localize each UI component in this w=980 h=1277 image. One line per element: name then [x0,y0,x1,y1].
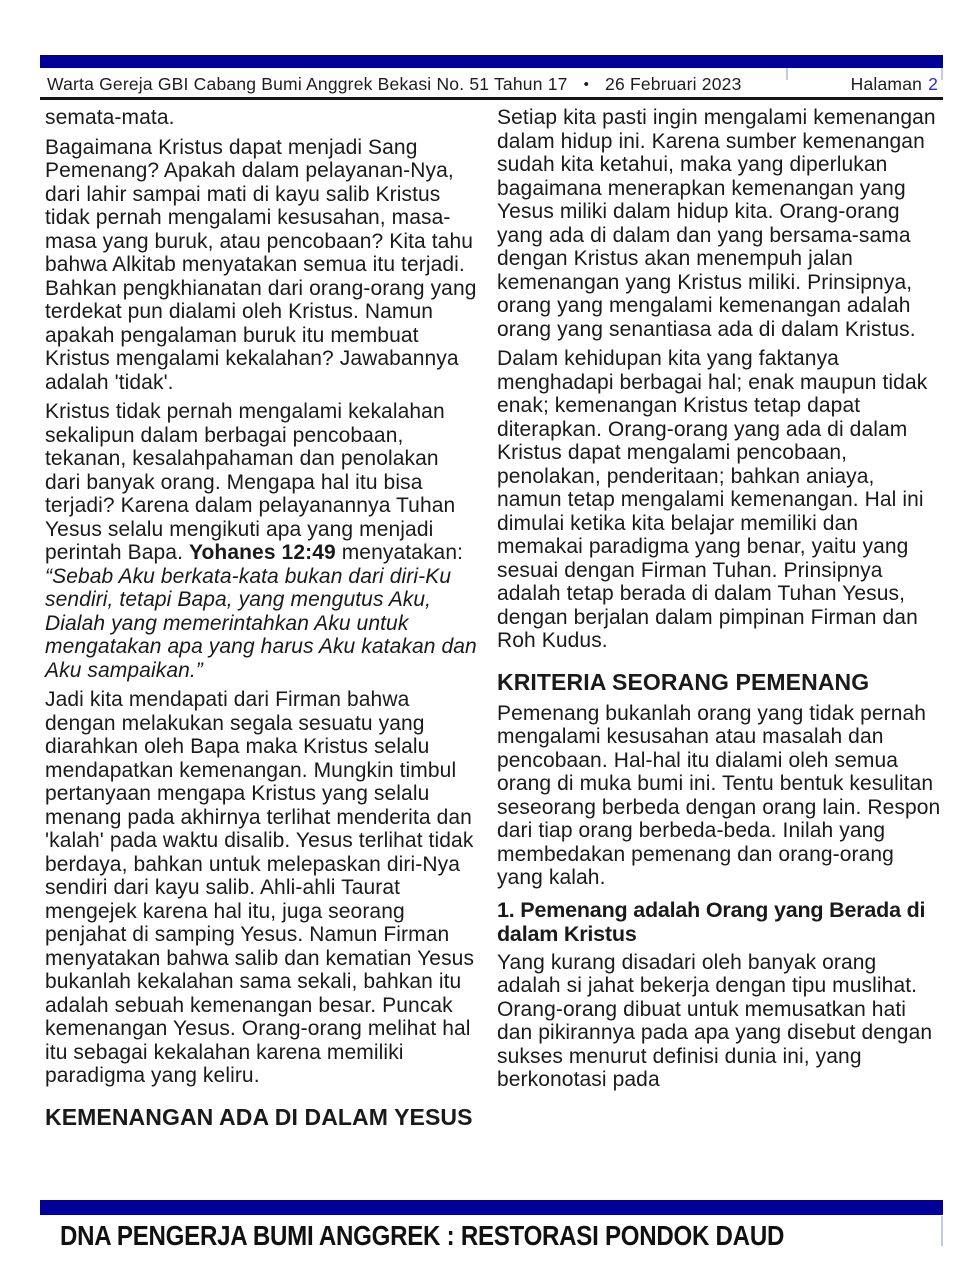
paragraph-with-verse [45,400,479,682]
numbered-subheading: 1. Pemenang adalah Orang yang Berada di dalam Kristus [497,897,926,946]
bullet-separator-icon: • [583,75,590,93]
paragraph-continuation: semata-mata. [45,106,175,129]
footer-banner-text: DNA PENGERJA BUMI ANGGREK : RESTORASI PONDOK DAUD [60,1220,785,1251]
page-label: Halaman [850,73,923,94]
page-number: 2 [928,73,938,94]
header-cell-divider [786,68,788,80]
column-right [497,106,941,1098]
paragraph: Pemenang bukanlah orang yang tidak pernah mengalami kesusahan atau masalah dan pencobaan. Hal-hal itu dialami oleh semua orang di muka bumi ini. Tentu bentuk kesulitan seseorang berbeda dengan orang lain. Respon dari tiap orang berbeda-beda. Inilah yang membedakan pemenang dan orang-orang yang kalah. [497,701,941,889]
paragraph: Bagaimana Kristus dapat menjadi Sang Pemenang? Apakah dalam pelayanan-Nya, dari lahir sampai mati di kayu salib Kristus tidak pernah mengalami kesusahan, masa-masa yang buruk, atau pencobaan? Kita tahu bahwa Alkitab menyatakan semua itu terjadi. Bahkan pengkhianatan dari orang-orang yang terdekat pun dialami oleh Kristus. Namun apakah pengalaman buruk itu membuat Kristus mengalami kekalahan? Jawabannya adalah 'tidak'. [45,135,477,394]
paragraph-text: menyatakan: [335,541,464,564]
section-heading-kriteria: KRITERIA SEORANG PEMENANG [497,668,870,695]
page-indicator [851,71,938,97]
newsletter-title: Warta Gereja GBI Cabang Bumi Anggrek Bekasi No. 51 Tahun 17 [47,73,568,94]
section-heading-kemenangan: KEMENANGAN ADA DI DALAM YESUS [45,1103,473,1130]
paragraph: Yang kurang disadari oleh banyak orang adalah si jahat bekerja dengan tipu muslihat. Orang-orang dibuat untuk memusatkan hati dan pikirannya pada apa yang disebut dengan sukses menurut definisi dunia ini, yang berkonotasi pada [497,950,933,1091]
paragraph: Setiap kita pasti ingin mengalami kemenangan dalam hidup ini. Karena sumber kemenangan sudah kita ketahui, maka yang diperlukan bagaimana menerapkan kemenangan yang Yesus miliki dalam hidup kita. Orang-orang yang ada di dalam dan yang bersama-sama dengan Kristus akan menempuh jalan kemenangan yang Kristus miliki. Prinsipnya, orang yang mengalami kemenangan adalah orang yang senantiasa ada di dalam Kristus. [497,106,936,341]
paragraph-text: Kristus tidak pernah mengalami kekalahan sekalipun dalam berbagai pencobaan, tekanan, kesalahpahaman dan penolakan dari banyak orang. Mengapa hal itu bisa terjadi? Karena dalam pelayanannya Tuhan Yesus selalu mengikuti apa yang menjadi perintah Bapa. [45,400,456,564]
header-right-divider [941,68,943,80]
paragraph: Dalam kehidupan kita yang faktanya menghadapi berbagai hal; enak maupun tidak enak; kemenangan Kristus tetap dapat diterapkan. Orang-orang yang ada di dalam Kristus dapat mengalami pencobaan, penolakan, penderitaan; bahkan aniaya, namun tetap mengalami kemenangan. Hal ini dimulai ketika kita belajar memiliki dan memakai paradigma yang benar, yaitu yang sesuai dengan Firman Tuhan. Prinsipnya adalah tetap berada di dalam Tuhan Yesus, dengan berjalan dalam pimpinan Firman dan Roh Kudus. [497,347,928,652]
footer-accent-bar [40,1200,943,1215]
footer-right-divider [941,1216,943,1246]
column-left [45,106,479,1137]
header-row [40,71,943,97]
header-rule [40,97,943,100]
paragraph: Jadi kita mendapati dari Firman bahwa dengan melakukan segala sesuatu yang diarahkan oleh Bapa maka Kristus selalu mendapatkan kemenangan. Mungkin timbul pertanyaan mengapa Kristus yang selalu menang pada akhirnya terlihat menderita dan 'kalah' pada waktu disalib. Yesus terlihat tidak berdaya, bahkan untuk melepaskan diri-Nya sendiri dari kayu salib. Ahli-ahli Taurat mengejek karena hal itu, juga seorang penjahat di samping Yesus. Namun Firman menyatakan bahwa salib dan kematian Yesus bukanlah kekalahan sama sekali, bahkan itu adalah sebuah kemenangan besar. Puncak kemenangan Yesus. Orang-orang melihat hal itu sebagai kekalahan karena memiliki paradigma yang keliru. [45,688,475,1087]
bible-quote: “Sebab Aku berkata-kata bukan dari diri-Ku sendiri, tetapi Bapa, yang mengutus Aku, Dialah yang memerintahkan Aku untuk mengatakan apa yang harus Aku katakan dan Aku sampaikan.” [45,564,477,682]
issue-date: 26 Februari 2023 [605,73,742,94]
bible-verse-reference: Yohanes 12:49 [188,541,336,564]
header-accent-bar [40,55,943,68]
